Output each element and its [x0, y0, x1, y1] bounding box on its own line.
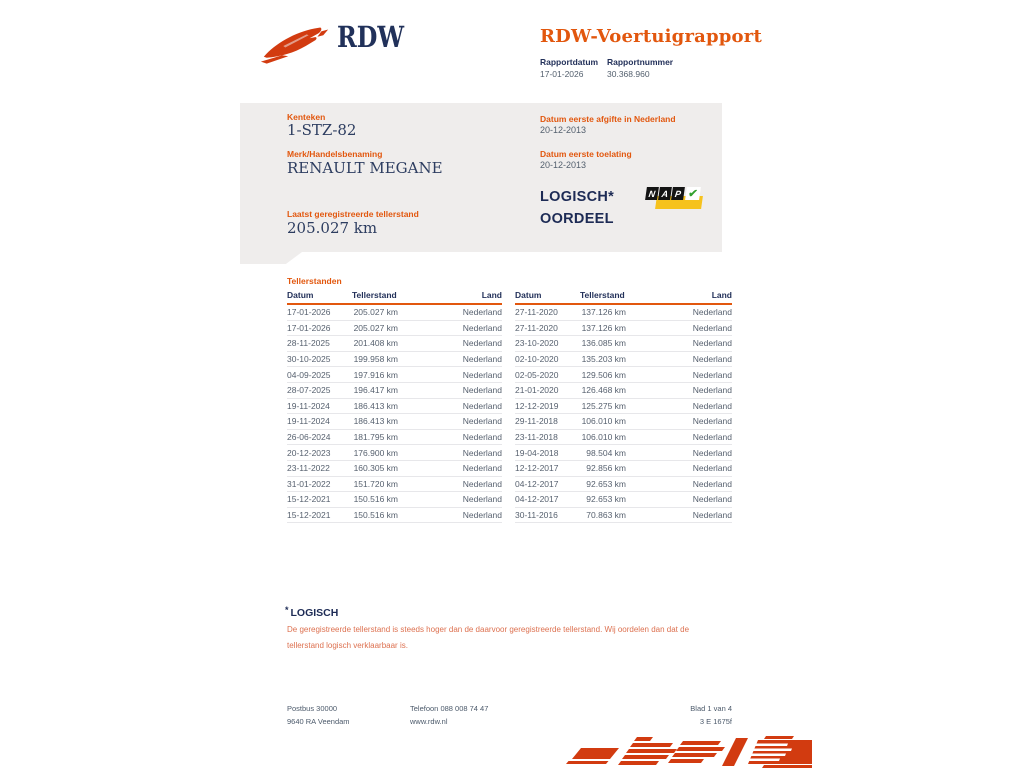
row-country: Nederland [462, 369, 502, 380]
row-odometer: 125.275 km [581, 400, 626, 411]
table-header [287, 290, 502, 305]
row-odometer: 176.900 km [353, 447, 398, 458]
row-date: 12-12-2017 [515, 463, 559, 474]
oordeel-heading [540, 186, 614, 230]
row-date: 29-11-2018 [515, 416, 558, 427]
row-date: 04-12-2017 [515, 494, 559, 505]
tellerstanden-section-title: Tellerstanden [287, 276, 342, 286]
row-country: Nederland [692, 463, 732, 474]
eerste-toelating-value: 20-12-2013 [540, 160, 587, 170]
row-date: 04-09-2025 [287, 369, 331, 380]
table-row [515, 445, 732, 461]
table-row [287, 445, 502, 461]
row-country: Nederland [692, 400, 732, 411]
nap-letter-n: N [645, 187, 659, 200]
row-odometer: 199.958 km [353, 354, 398, 365]
row-odometer: 205.027 km [353, 322, 398, 333]
eerste-toelating-label: Datum eerste toelating [540, 149, 632, 159]
row-odometer: 197.916 km [353, 369, 398, 380]
table-row [515, 367, 732, 383]
footer-address-line1: Postbus 30000 [287, 704, 338, 713]
logisch-footnote-title [285, 605, 338, 619]
row-country: Nederland [692, 385, 732, 396]
row-odometer: 150.516 km [353, 510, 398, 521]
row-odometer: 150.516 km [353, 494, 398, 505]
row-odometer: 137.126 km [581, 322, 626, 333]
report-date-value: 17-01-2026 [540, 69, 584, 79]
table-row [287, 321, 502, 337]
row-date: 30-10-2025 [287, 354, 331, 365]
footer-page-number: Blad 1 van 4 [690, 704, 732, 713]
footer-contact [410, 702, 488, 728]
eerste-afgifte-label: Datum eerste afgifte in Nederland [540, 114, 676, 124]
row-country: Nederland [462, 494, 502, 505]
table-left-body [287, 305, 502, 523]
row-date: 17-01-2026 [287, 322, 331, 333]
row-country: Nederland [692, 510, 732, 521]
report-date-label: Rapportdatum [540, 57, 599, 67]
row-date: 15-12-2021 [287, 494, 331, 505]
row-country: Nederland [462, 400, 502, 411]
row-date: 20-12-2023 [287, 447, 331, 458]
footer-address-line2: 9640 RA Veendam [287, 717, 350, 726]
row-country: Nederland [692, 338, 732, 349]
row-date: 15-12-2021 [287, 510, 331, 521]
row-odometer: 106.010 km [581, 416, 626, 427]
laatste-tellerstand-label: Laatst geregistreerde tellerstand [287, 209, 419, 219]
row-country: Nederland [462, 463, 502, 474]
rdw-decorative-stripes [552, 736, 812, 768]
col-header-datum: Datum [515, 290, 542, 300]
row-odometer: 186.413 km [353, 400, 398, 411]
table-row [515, 352, 732, 368]
row-odometer: 92.653 km [586, 494, 626, 505]
row-country: Nederland [462, 447, 502, 458]
row-date: 31-01-2022 [287, 478, 331, 489]
row-country: Nederland [462, 478, 502, 489]
row-date: 28-11-2025 [287, 338, 330, 349]
row-country: Nederland [462, 510, 502, 521]
table-row [515, 477, 732, 493]
row-odometer: 196.417 km [353, 385, 398, 396]
row-country: Nederland [462, 432, 502, 443]
row-date: 19-11-2024 [287, 416, 330, 427]
row-date: 19-11-2024 [287, 400, 330, 411]
row-odometer: 136.085 km [581, 338, 626, 349]
nap-letter-a: A [658, 187, 672, 200]
row-date: 02-10-2020 [515, 354, 559, 365]
table-row [287, 508, 502, 524]
table-row [287, 461, 502, 477]
table-row [287, 492, 502, 508]
nap-logo [646, 185, 704, 213]
row-date: 27-11-2020 [515, 322, 558, 333]
table-row [515, 461, 732, 477]
row-odometer: 181.795 km [353, 432, 398, 443]
kenteken-value: 1-STZ-82 [287, 121, 357, 139]
table-row [287, 477, 502, 493]
row-date: 23-10-2020 [515, 338, 559, 349]
table-row [515, 430, 732, 446]
report-number-value: 30.368.960 [607, 69, 650, 79]
nap-check-icon: ✔ [685, 187, 701, 200]
table-row [287, 336, 502, 352]
row-country: Nederland [462, 416, 502, 427]
row-odometer: 205.027 km [353, 307, 398, 318]
row-country: Nederland [462, 338, 502, 349]
vehicle-summary-box-tail [240, 252, 302, 264]
row-country: Nederland [462, 322, 502, 333]
row-country: Nederland [692, 354, 732, 365]
eerste-afgifte-value: 20-12-2013 [540, 125, 587, 135]
table-row [287, 383, 502, 399]
row-country: Nederland [692, 432, 732, 443]
row-odometer: 137.126 km [581, 307, 626, 318]
rdw-wing-logo-icon [256, 26, 334, 68]
col-header-land: Land [481, 290, 502, 300]
row-date: 21-01-2020 [515, 385, 559, 396]
odometer-table-right [515, 290, 732, 523]
table-row [515, 321, 732, 337]
table-row [515, 399, 732, 415]
table-row [287, 367, 502, 383]
row-odometer: 129.506 km [581, 369, 626, 380]
table-row [515, 414, 732, 430]
table-row [515, 492, 732, 508]
row-country: Nederland [462, 307, 502, 318]
table-row [515, 336, 732, 352]
row-odometer: 135.203 km [581, 354, 626, 365]
col-header-land: Land [711, 290, 732, 300]
row-date: 17-01-2026 [287, 307, 331, 318]
merk-label: Merk/Handelsbenaming [287, 149, 383, 159]
row-country: Nederland [692, 494, 732, 505]
row-country: Nederland [692, 322, 732, 333]
table-row [515, 383, 732, 399]
logisch-footnote-text: De geregistreerde tellerstand is steeds hoger dan de daarvoor geregistreerde tellerstand. Wij oordelen dan dat de tellerstand logisch verklaarbaar is. [287, 625, 690, 650]
row-odometer: 186.413 km [353, 416, 398, 427]
row-date: 28-07-2025 [287, 385, 331, 396]
footer-page-info [602, 702, 732, 728]
merk-value: RENAULT MEGANE [287, 159, 443, 177]
row-date: 12-12-2019 [515, 400, 559, 411]
row-country: Nederland [692, 369, 732, 380]
row-country: Nederland [692, 307, 732, 318]
row-country: Nederland [692, 478, 732, 489]
table-header [515, 290, 732, 305]
table-row [515, 305, 732, 321]
report-number-label: Rapportnummer [607, 57, 674, 67]
page-title: RDW-Voertuigrapport [540, 26, 762, 47]
rdw-logo-text: RDW [337, 20, 405, 54]
footer-phone: Telefoon 088 008 74 47 [410, 704, 489, 713]
footnote-asterisk: * [285, 605, 289, 615]
odometer-table-left [287, 290, 502, 523]
oordeel-line2: OORDEEL [540, 211, 614, 227]
row-country: Nederland [462, 385, 502, 396]
row-country: Nederland [692, 416, 732, 427]
row-odometer: 92.653 km [586, 478, 626, 489]
row-country: Nederland [692, 447, 732, 458]
table-row [287, 305, 502, 321]
row-odometer: 126.468 km [581, 385, 626, 396]
row-odometer: 98.504 km [586, 447, 626, 458]
table-row [287, 430, 502, 446]
row-odometer: 106.010 km [581, 432, 626, 443]
row-odometer: 92.856 km [586, 463, 626, 474]
laatste-tellerstand-value: 205.027 km [287, 219, 378, 237]
row-date: 26-06-2024 [287, 432, 331, 443]
row-date: 02-05-2020 [515, 369, 559, 380]
row-date: 23-11-2018 [515, 432, 558, 443]
footnote-title-text: LOGISCH [290, 607, 339, 619]
row-date: 04-12-2017 [515, 478, 559, 489]
footer-website: www.rdw.nl [410, 717, 448, 726]
oordeel-line1: LOGISCH* [540, 189, 615, 205]
table-row [515, 508, 732, 524]
row-odometer: 70.863 km [586, 510, 626, 521]
row-date: 23-11-2022 [287, 463, 330, 474]
kenteken-label: Kenteken [287, 112, 326, 122]
row-country: Nederland [462, 354, 502, 365]
table-row [287, 399, 502, 415]
row-odometer: 201.408 km [353, 338, 398, 349]
col-header-datum: Datum [287, 290, 314, 300]
row-date: 19-04-2018 [515, 447, 559, 458]
table-row [287, 352, 502, 368]
table-right-body [515, 305, 732, 523]
nap-letter-p: P [671, 187, 685, 200]
footer-address [287, 702, 350, 728]
row-date: 27-11-2020 [515, 307, 558, 318]
col-header-tellerstand: Tellerstand [580, 290, 625, 300]
row-odometer: 151.720 km [353, 478, 398, 489]
footer-form-code: 3 E 1675f [699, 717, 732, 726]
row-date: 30-11-2016 [515, 510, 558, 521]
row-odometer: 160.305 km [353, 463, 398, 474]
table-row [287, 414, 502, 430]
col-header-tellerstand: Tellerstand [352, 290, 397, 300]
